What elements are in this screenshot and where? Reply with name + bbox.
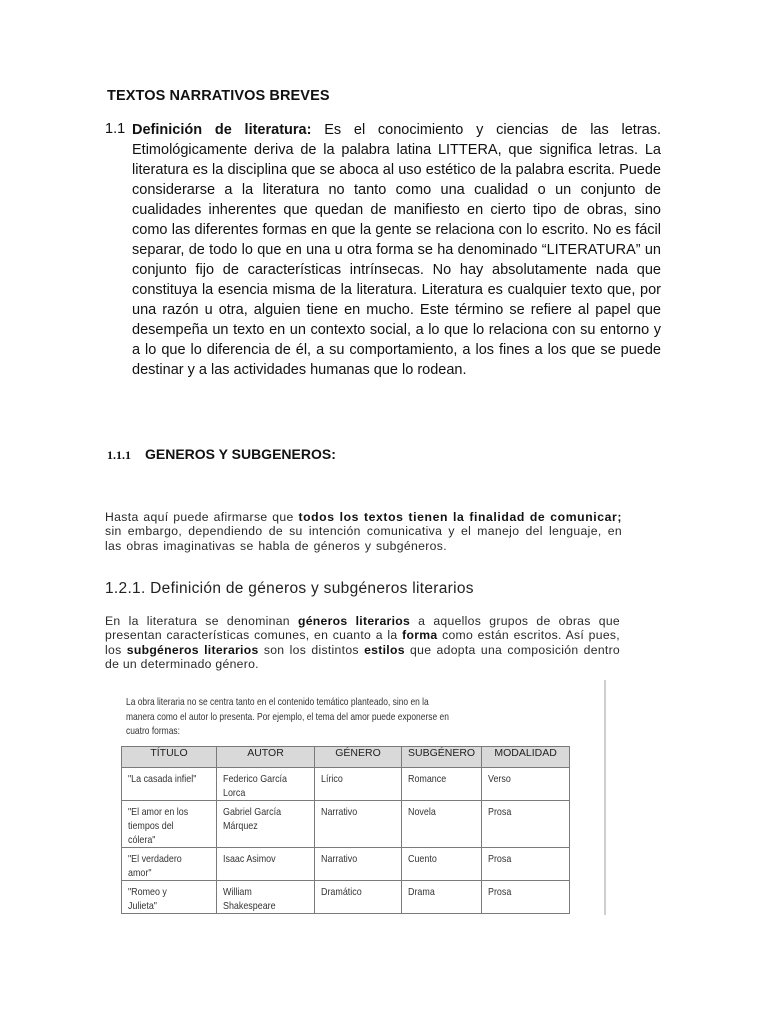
section-number: 1.1 <box>105 121 126 137</box>
cell-modality: Prosa <box>488 853 512 865</box>
literary-genres-table <box>121 746 570 914</box>
cell-modality: Prosa <box>488 806 512 818</box>
cell-author: Federico García Lorca <box>223 773 287 799</box>
table-row <box>122 768 570 801</box>
cell-modality: Verso <box>488 773 511 785</box>
cell-genre: Dramático <box>321 886 362 898</box>
subsection-number: 1.1.1 <box>107 448 131 462</box>
scanned-heading: 1.2.1. Definición de géneros y subgéneros literarios <box>105 580 474 597</box>
subsection-title: GENEROS Y SUBGENEROS: <box>145 446 336 462</box>
column-header-genre: GÉNERO <box>315 747 402 768</box>
column-header-title: TÍTULO <box>122 747 217 768</box>
cell-title: "Romeo y Julieta" <box>128 886 167 912</box>
cell-title: "El verdadero amor" <box>128 853 182 879</box>
cell-modality: Prosa <box>488 886 512 898</box>
cell-title: "El amor en los tiempos del cólera" <box>128 806 189 846</box>
table-intro-text: La obra literaria no se centra tanto en el contenido temático planteado, sino en la manera como el autor lo presenta. Por ejemplo, el tema del amor puede exponerse en cuatro formas: <box>126 697 449 737</box>
cell-genre: Narrativo <box>321 853 358 865</box>
cell-title: "La casada infiel" <box>128 773 197 785</box>
cell-subgenre: Drama <box>408 886 435 898</box>
subsection-heading <box>107 446 336 463</box>
cell-subgenre: Cuento <box>408 853 437 865</box>
column-header-subgenre: SUBGÉNERO <box>402 747 482 768</box>
definition-term: Definición de literatura: <box>132 122 312 138</box>
cell-author: William Shakespeare <box>223 886 276 912</box>
table-header-row <box>122 747 570 768</box>
scanned-paragraph-2: En la literatura se denominan géneros literarios a aquellos grupos de obras que presentan características comunes, en cuanto a la forma como están escritos. Así pues, los subgéneros literarios son los distintos estilos que adopta una composición dentro de un determinado género. <box>105 614 621 671</box>
scanned-paragraph-1: Hasta aquí puede afirmarse que todos los textos tienen la finalidad de comunicar; sin embargo, dependiendo de su intención comunicativa y el manejo del lenguaje, en las obras imaginativas se habla de géneros y subgéneros. <box>105 510 622 553</box>
cell-subgenre: Novela <box>408 806 436 818</box>
scan-bold-phrase: todos los textos tienen la finalidad de comunicar; <box>298 510 622 524</box>
column-header-modality: MODALIDAD <box>482 747 570 768</box>
table-row <box>122 881 570 914</box>
cell-genre: Narrativo <box>321 806 358 818</box>
cell-subgenre: Romance <box>408 773 447 785</box>
definition-body: Es el conocimiento y ciencias de las letras. Etimológicamente deriva de la palabra latina LITTERA, que significa letras. La literatura es la disciplina que se aboca al uso estético de la palabra escrita. Puede considerarse a la literatura no tanto como una cualidad o un conjunto de cualidades inherentes que quedan de manifiesto en cierto tipo de obras, sino como las diferentes formas en que la gente se relaciona con lo escrito. No es fácil separar, de todo lo que en una u otra forma se ha denominado “LITERATURA” un conjunto fijo de características intrínsecas. No hay absolutamente nada que constituya la esencia misma de la literatura. Literatura es cualquier texto que, por una razón u otra, alguien tiene en mucho. Este término se refiere al papel que desempeña un texto en un contexto social, a lo que lo relaciona con su entorno y a lo que lo diferencia de él, a su comportamiento, a los fines a los que se puede destinar y a las actividades humanas que lo rodean. <box>132 122 661 378</box>
table-row <box>122 848 570 881</box>
document-title: TEXTOS NARRATIVOS BREVES <box>107 88 330 104</box>
cell-author: Gabriel García Márquez <box>223 806 282 832</box>
table-row <box>122 801 570 848</box>
cell-genre: Lírico <box>321 773 343 785</box>
column-header-author: AUTOR <box>217 747 315 768</box>
image-border-line <box>604 680 606 915</box>
definition-paragraph <box>132 120 661 380</box>
cell-author: Isaac Asimov <box>223 853 276 865</box>
